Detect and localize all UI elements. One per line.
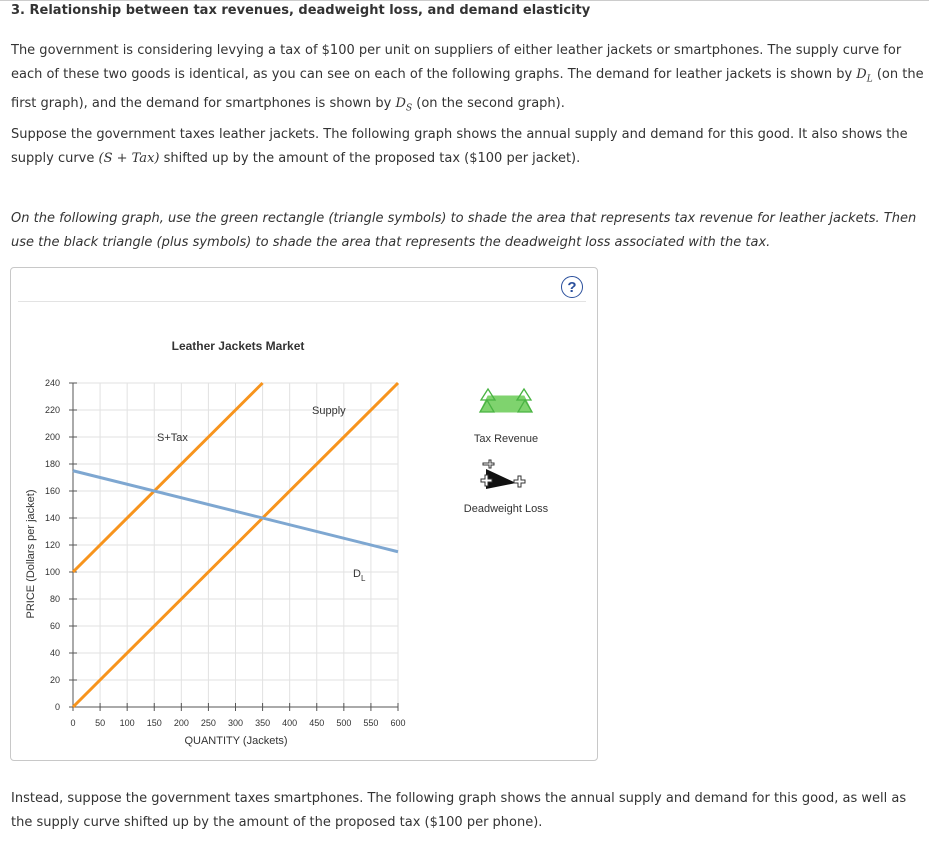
x-axis-label: QUANTITY (Jackets) <box>184 735 288 747</box>
plus-handle-icon <box>514 476 525 487</box>
help-button[interactable]: ? <box>561 276 583 298</box>
intro-text-c: (on the second graph). <box>412 95 565 111</box>
supply-curve-label: Supply <box>312 405 346 417</box>
y-tick-label: 180 <box>44 459 60 469</box>
tax-revenue-tool[interactable] <box>480 389 532 412</box>
x-tick-label: 350 <box>255 718 271 728</box>
deadweight-loss-tool[interactable] <box>481 460 525 489</box>
tax-revenue-label: Tax Revenue <box>473 433 539 445</box>
x-tick-label: 550 <box>363 718 379 728</box>
y-tick-label: 160 <box>44 486 60 496</box>
demand-curve-label: $D_L$ <box>353 568 366 583</box>
deadweight-loss-label: Deadweight Loss <box>463 503 549 515</box>
y-tick-label: 240 <box>44 378 60 388</box>
outro-paragraph: Instead, suppose the government taxes smartphones. The following graph shows the annual supply and demand for this good, as well as the supply curve shifted up by the amount of the proposed tax ($100 per phone). <box>11 791 907 830</box>
y-tick-label: 200 <box>44 432 60 442</box>
x-tick-label: 300 <box>227 718 244 728</box>
instruction-paragraph: On the following graph, use the green rectangle (triangle symbols) to shade the area that represents tax revenue for leather jackets. Then use the black triangle (plus symbols) to shade the area that represents the deadweight loss associated with the tax. <box>11 211 917 250</box>
y-tick-label: 60 <box>49 621 60 631</box>
y-tick-label: 40 <box>49 648 60 658</box>
s-plus-tax-curve-label: S+Tax <box>157 432 188 444</box>
x-tick-label: 500 <box>336 718 352 728</box>
chart-title: Leather Jackets Market <box>171 339 305 353</box>
x-tick-label: 250 <box>200 718 216 728</box>
plus-handle-icon <box>483 460 494 468</box>
s-plus-tax-symbol: (S + Tax) <box>98 151 160 166</box>
x-tick-label: 600 <box>390 718 406 728</box>
demand-leather-symbol: $D_L$ <box>856 67 873 85</box>
y-tick-label: 20 <box>49 675 60 685</box>
y-tick-label: 120 <box>44 540 60 550</box>
x-tick-label: 0 <box>70 718 76 728</box>
intro-text-b: (on the first graph), and the demand for smartphones is shown by <box>11 67 924 111</box>
y-axis-label: PRICE (Dollars per jacket) <box>25 489 37 619</box>
x-tick-label: 150 <box>146 718 162 728</box>
y-tick-label: 100 <box>44 567 60 577</box>
x-tick-label: 100 <box>119 718 135 728</box>
tax-text-a: Suppose the government taxes leather jackets. The following graph shows the annual supply and demand for this good. It also shows the supply curve <box>11 127 908 166</box>
y-tick-label: 140 <box>44 513 60 523</box>
demand-smartphone-symbol: $D_S$ <box>395 95 413 114</box>
x-tick-label: 200 <box>173 718 189 728</box>
intro-text-a: The government is considering levying a tax of $100 per unit on suppliers of either leather jackets or smartphones. The supply curve for each of these two goods is identical, as you can see on each of the following graphs. The demand for leather jackets is shown by <box>11 43 902 82</box>
x-tick-label: 450 <box>309 718 325 728</box>
tax-text-b: shifted up by the amount of the proposed tax ($100 per jacket). <box>159 151 581 166</box>
section-title: 3. Relationship between tax revenues, deadweight loss, and demand elasticity <box>11 3 591 18</box>
x-tick-label: 50 <box>95 718 106 728</box>
x-tick-label: 400 <box>282 718 298 728</box>
y-tick-label: 0 <box>54 702 60 712</box>
y-tick-label: 220 <box>44 405 60 415</box>
y-tick-label: 80 <box>49 594 60 604</box>
